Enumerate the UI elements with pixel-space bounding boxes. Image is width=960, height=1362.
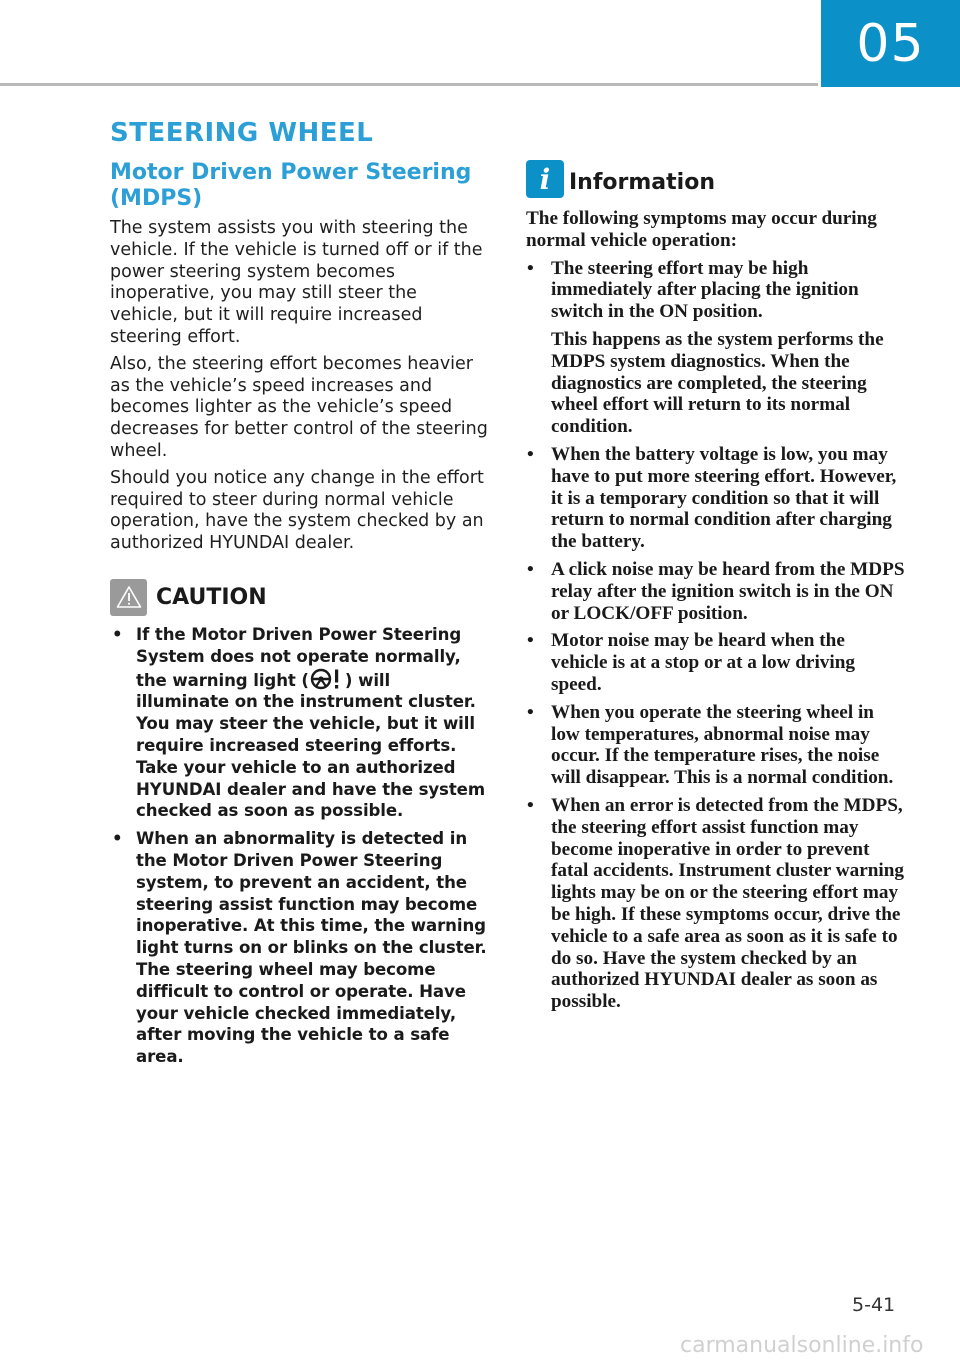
information-list (526, 258, 906, 1013)
list-item: • When you operate the steering wheel in low temperatures, abnormal noise may occur. If the temperature rises, the noise will disappear. This is a normal condition. (527, 701, 894, 789)
left-column (110, 160, 488, 1074)
caution-label: CAUTION (156, 584, 267, 610)
list-item: • When an abnormality is detected in the Motor Driven Power Steering system, to prevent an accident, the steering assist function may become inoperative. At this time, the warning light turns on or blinks on the cluster. The steering wheel may become difficult to control or operate. Have your vehicle checked immediately, after moving the vehicle to a safe area. (112, 829, 487, 1067)
list-item: • When an error is detected from the MDPS, the steering effort assist function may become inoperative in order to prevent fatal accidents. Instrument cluster warning lights may be on or the steering effort may be high. If these symptoms occur, drive the vehicle to a safe area as soon as it is safe to do so. Have the system checked by an authorized HYUNDAI dealer as soon as possible. (527, 794, 904, 1013)
header-rule (0, 83, 818, 86)
right-column (526, 160, 906, 1019)
caution-list (110, 624, 488, 1068)
warning-triangle-icon (110, 579, 147, 616)
steering-wheel-warning-icon (310, 668, 344, 690)
info-icon: i (526, 160, 564, 198)
list-item: • The steering effort may be high immediately after placing the ignition switch in the ON position. This happens as the system performs the MDPS system diagnostics. When the diagnostics are completed, the steering wheel effort will return to its normal condition. (527, 257, 884, 438)
watermark: carmanualsonline.info (680, 1333, 924, 1358)
paragraph: Also, the steering effort becomes heavier as the vehicle’s speed increases and becomes lighter as the vehicle’s speed decreases for better control of the steering wheel. (110, 353, 488, 461)
information-label: Information (569, 169, 715, 195)
information-heading (526, 160, 906, 198)
list-item: • If the Motor Driven Power Steering System does not operate normally, the warning light ( ) will illuminate on the instrument cluster. You may steer the vehicle, but it will require increased steering efforts. Take your vehicle to an authorized HYUNDAI dealer and have the system checked as soon as possible. (112, 624, 486, 821)
page-number: 5-41 (852, 1294, 896, 1316)
list-item: • Motor noise may be heard when the vehicle is at a stop or at a low driving speed. (527, 630, 855, 695)
list-item: • When the battery voltage is low, you may have to put more steering effort. However, it is a temporary condition so that it will return to normal condition after charging the battery. (527, 443, 897, 553)
chapter-tab (821, 0, 960, 87)
subsection-title: Motor Driven Power Steering (MDPS) (110, 160, 472, 211)
paragraph: Should you notice any change in the effort required to steer during normal vehicle operation, have the system checked by an authorized HYUNDAI dealer. (110, 467, 484, 554)
list-item: • A click noise may be heard from the MDPS relay after the ignition switch is in the ON or LOCK/OFF position. (527, 558, 905, 624)
section-title: STEERING WHEEL (110, 118, 374, 148)
chapter-number: 05 (856, 13, 925, 74)
caution-heading (110, 579, 488, 616)
paragraph: The system assists you with steering the vehicle. If the vehicle is turned off or if the power steering system becomes inoperative, you may still steer the vehicle, but it will require increased steering effort. (110, 218, 483, 347)
information-intro: The following symptoms may occur during normal vehicle operation: (526, 208, 877, 251)
